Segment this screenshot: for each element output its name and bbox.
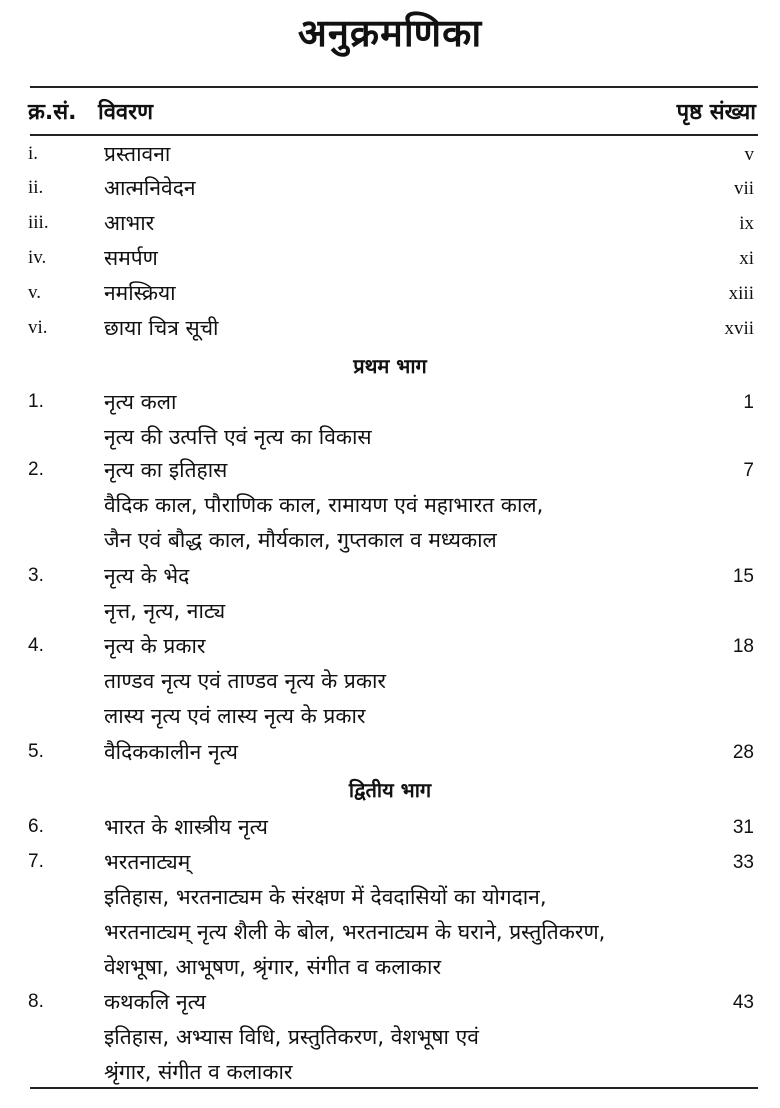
entry-page: vii: [733, 178, 754, 199]
entry-number: i.: [28, 143, 39, 164]
entry-page: xvii: [724, 318, 754, 339]
entry-number: ii.: [28, 177, 44, 198]
list-item: [0, 597, 780, 631]
list-item: [0, 632, 780, 666]
list-item: [0, 702, 780, 736]
entry-page: 31: [732, 817, 754, 838]
list-item: [0, 667, 780, 701]
list-item: [0, 388, 780, 422]
list-item: [0, 848, 780, 882]
entry-title: भारत के शास्त्रीय नृत्य: [104, 815, 268, 839]
entry-title: आभार: [104, 211, 155, 235]
entry-title: भरतनाट्यम्: [104, 850, 191, 874]
entry-title: नृत्य के प्रकार: [104, 634, 206, 658]
list-item: [0, 953, 780, 987]
column-header-description: विवरण: [98, 100, 154, 125]
entry-title: प्रस्तावना: [104, 142, 171, 166]
list-item: [0, 883, 780, 917]
entry-subtopics: इतिहास, अभ्यास विधि, प्रस्तुतिकरण, वेशभूषा एवं: [104, 1025, 479, 1049]
bottom-rule: [30, 1087, 758, 1089]
list-item: [0, 279, 780, 313]
entry-page: v: [744, 144, 754, 165]
column-header-serial: क्र.सं.: [28, 100, 77, 125]
entry-page: 28: [732, 742, 754, 763]
entry-page: 1: [743, 392, 754, 413]
entry-number: 1.: [28, 391, 44, 412]
entry-title: वैदिककालीन नृत्य: [104, 740, 238, 764]
entry-subtopics: लास्य नृत्य एवं लास्य नृत्य के प्रकार: [104, 704, 366, 728]
entry-title: आत्मनिवेदन: [104, 176, 196, 200]
entry-subtopics: वैदिक काल, पौराणिक काल, रामायण एवं महाभारत काल,: [104, 493, 544, 517]
entry-number: 7.: [28, 851, 44, 872]
list-item: [0, 314, 780, 348]
entry-page: xi: [739, 248, 754, 269]
entry-page: 15: [732, 566, 754, 587]
entry-title: छाया चित्र सूची: [104, 316, 219, 340]
entry-number: 5.: [28, 741, 44, 762]
entry-subtopics: वेशभूषा, आभूषण, श्रृंगार, संगीत व कलाकार: [104, 955, 442, 979]
list-item: [0, 988, 780, 1022]
list-item: [0, 244, 780, 278]
entry-page: ix: [739, 213, 754, 234]
list-item: [0, 1023, 780, 1057]
entry-page: 7: [743, 460, 754, 481]
entry-title: समर्पण: [104, 246, 158, 270]
entry-page: 43: [732, 992, 754, 1013]
entry-page: 33: [732, 852, 754, 873]
list-item: [0, 456, 780, 490]
list-item: [0, 562, 780, 596]
entry-number: 6.: [28, 816, 44, 837]
entry-subtopics: जैन एवं बौद्ध काल, मौर्यकाल, गुप्तकाल व मध्यकाल: [104, 528, 497, 552]
entry-number: 2.: [28, 459, 44, 480]
entry-page: 18: [732, 636, 754, 657]
entry-number: iv.: [28, 247, 47, 268]
list-item: [0, 140, 780, 174]
entry-subtopics: इतिहास, भरतनाट्यम के संरक्षण में देवदासियों का योगदान,: [104, 885, 547, 909]
entry-title: कथकलि नृत्य: [104, 990, 206, 1014]
list-item: [0, 526, 780, 560]
list-item: [0, 738, 780, 772]
entry-number: 8.: [28, 991, 44, 1012]
entry-subtopics: ताण्डव नृत्य एवं ताण्डव नृत्य के प्रकार: [104, 669, 387, 693]
list-item: [0, 491, 780, 525]
entry-title: नमस्क्रिया: [104, 281, 176, 305]
list-item: [0, 813, 780, 847]
list-item: [0, 918, 780, 952]
list-item: [0, 174, 780, 208]
entry-subtopics: नृत्य की उत्पत्ति एवं नृत्य का विकास: [104, 425, 372, 449]
section-heading-part-1: प्रथम भाग: [353, 354, 427, 378]
list-item: [0, 423, 780, 457]
entry-title: नृत्य का इतिहास: [104, 458, 228, 482]
page-title: अनुक्रमणिका: [297, 11, 483, 55]
entry-number: vi.: [28, 317, 48, 338]
entry-subtopics: नृत्त, नृत्य, नाट्य: [104, 599, 226, 623]
entry-title: नृत्य के भेद: [104, 564, 190, 588]
entry-page: xiii: [728, 283, 754, 304]
entry-number: v.: [28, 282, 42, 303]
column-header-page: पृष्ठ संख्या: [676, 100, 756, 125]
entry-subtopics: भरतनाट्यम् नृत्य शैली के बोल, भरतनाट्यम के घराने, प्रस्तुतिकरण,: [104, 920, 606, 944]
entry-subtopics: श्रृंगार, संगीत व कलाकार: [104, 1060, 293, 1084]
list-item: [0, 209, 780, 243]
entry-number: 4.: [28, 635, 44, 656]
entry-title: नृत्य कला: [104, 390, 177, 414]
section-heading-part-2: द्वितीय भाग: [348, 778, 432, 802]
entry-number: 3.: [28, 565, 44, 586]
entry-number: iii.: [28, 212, 49, 233]
